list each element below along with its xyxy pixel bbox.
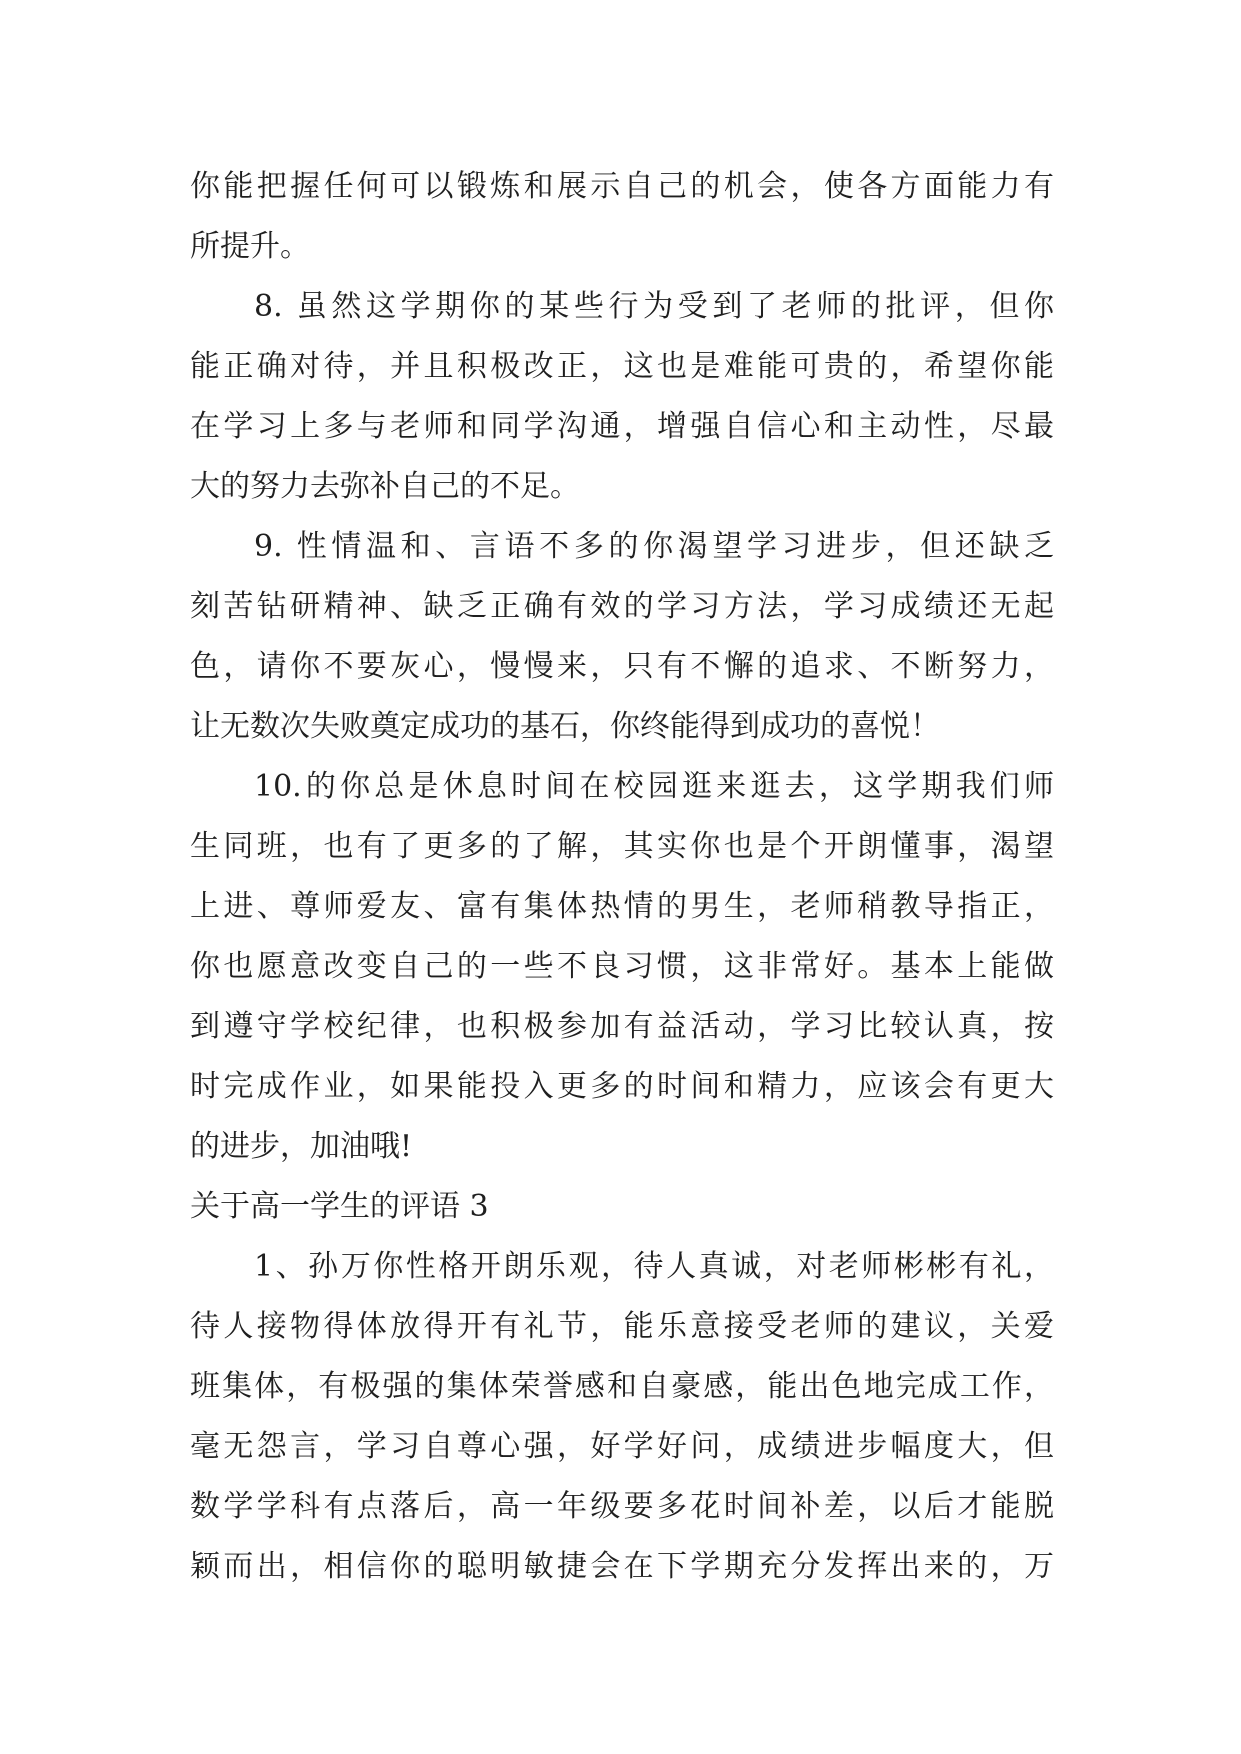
body-text-line: 在学习上多与老师和同学沟通，增强自信心和主动性，尽最 bbox=[190, 409, 1054, 444]
body-text-line: 所提升。 bbox=[190, 229, 310, 264]
body-text-line: 待人接物得体放得开有礼节，能乐意接受老师的建议，关爱 bbox=[190, 1309, 1054, 1344]
body-text-line: 时完成作业，如果能投入更多的时间和精力，应该会有更大 bbox=[190, 1069, 1054, 1104]
body-text-line: 能正确对待，并且积极改正，这也是难能可贵的，希望你能 bbox=[190, 349, 1054, 384]
body-text-line: 上进、尊师爱友、富有集体热情的男生，老师稍教导指正， bbox=[190, 889, 1054, 924]
body-text-line: 色，请你不要灰心，慢慢来，只有不懈的追求、不断努力， bbox=[190, 649, 1054, 684]
section-heading: 关于高一学生的评语 3 bbox=[190, 1189, 489, 1224]
body-text-line: 生同班，也有了更多的了解，其实你也是个开朗懂事，渴望 bbox=[190, 829, 1054, 864]
body-text-line: 大的努力去弥补自己的不足。 bbox=[190, 469, 580, 504]
body-text-line: 刻苦钻研精神、缺乏正确有效的学习方法，学习成绩还无起 bbox=[190, 589, 1054, 624]
body-text-line: 你也愿意改变自己的一些不良习惯，这非常好。基本上能做 bbox=[190, 949, 1054, 984]
list-item-8-start: 8. 虽然这学期你的某些行为受到了老师的批评，但你 bbox=[254, 289, 1054, 324]
body-text-line: 毫无怨言，学习自尊心强，好学好问，成绩进步幅度大，但 bbox=[190, 1429, 1054, 1464]
body-text-line: 颖而出，相信你的聪明敏捷会在下学期充分发挥出来的，万 bbox=[190, 1549, 1054, 1584]
list-item-10-start: 10.的你总是休息时间在校园逛来逛去，这学期我们师 bbox=[254, 769, 1054, 804]
body-text-line: 让无数次失败奠定成功的基石，你终能得到成功的喜悦！ bbox=[190, 709, 940, 744]
body-text-line: 你能把握任何可以锻炼和展示自己的机会，使各方面能力有 bbox=[190, 169, 1054, 204]
body-text-line: 的进步，加油哦! bbox=[190, 1129, 413, 1164]
list-item-1-start: 1、孙万你性格开朗乐观，待人真诚，对老师彬彬有礼， bbox=[254, 1249, 1054, 1284]
list-item-9-start: 9. 性情温和、言语不多的你渴望学习进步，但还缺乏 bbox=[254, 529, 1054, 564]
body-text-line: 班集体，有极强的集体荣誉感和自豪感，能出色地完成工作， bbox=[190, 1369, 1054, 1404]
body-text-line: 到遵守学校纪律，也积极参加有益活动，学习比较认真，按 bbox=[190, 1009, 1054, 1044]
body-text-line: 数学学科有点落后，高一年级要多花时间补差，以后才能脱 bbox=[190, 1489, 1054, 1524]
